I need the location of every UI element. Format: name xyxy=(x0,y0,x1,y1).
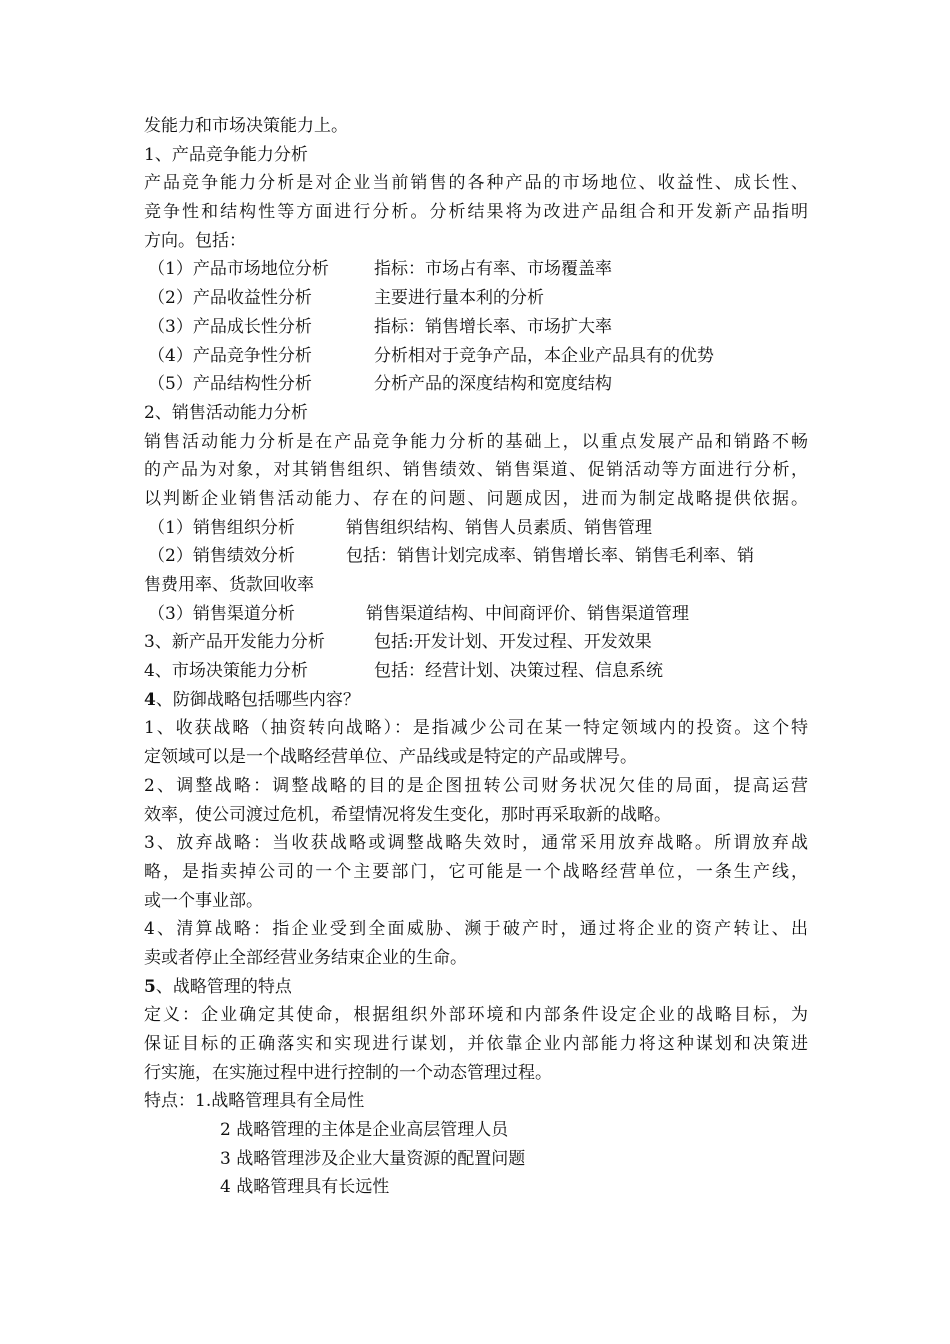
list-item xyxy=(144,284,808,313)
paragraph-line: 3、放弃战略：当收获战略或调整战略失效时，通常采用放弃战略。所谓放弃战 xyxy=(144,833,808,854)
paragraph-line: 竞争性和结构性等方面进行分析。分析结果将为改进产品组合和开发新产品指明 xyxy=(144,202,808,223)
item-name: （2）产品收益性分析 xyxy=(148,288,312,309)
list-item xyxy=(144,342,808,371)
item-desc: 销售渠道结构、中间商评价、销售渠道管理 xyxy=(366,603,689,624)
section-heading: 1、产品竞争能力分析 xyxy=(144,144,308,165)
list-item xyxy=(144,313,808,342)
question-number: 4 xyxy=(144,689,156,710)
item-name: （5）产品结构性分析 xyxy=(148,374,312,395)
list-item xyxy=(144,657,808,686)
item-desc: 主要进行量本利的分析 xyxy=(374,288,544,309)
paragraph-line: 4、清算战略：指企业受到全面威胁、濒于破产时，通过将企业的资产转让、出 xyxy=(144,919,808,940)
question-text: 、防御战略包括哪些内容？ xyxy=(155,689,360,710)
item-name: （1）产品市场地位分析 xyxy=(148,259,329,280)
list-item xyxy=(144,542,808,571)
paragraph-line: 行实施，在实施过程中进行控制的一个动态管理过程。 xyxy=(144,1062,552,1083)
item-desc: 包括：经营计划、决策过程、信息系统 xyxy=(374,661,663,682)
paragraph-line: 2、调整战略：调整战略的目的是企图扭转公司财务状况欠佳的局面，提高运营 xyxy=(144,775,808,796)
question-heading xyxy=(144,973,808,1002)
item-desc: 分析产品的深度结构和宽度结构 xyxy=(374,374,612,395)
question-number: 5 xyxy=(144,976,156,997)
paragraph-line: 或一个事业部。 xyxy=(144,890,263,911)
list-item xyxy=(144,600,808,629)
paragraph-line: 略，是指卖掉公司的一个主要部门，它可能是一个战略经营单位，一条生产线， xyxy=(144,861,808,882)
paragraph-line: 卖或者停止全部经营业务结束企业的生命。 xyxy=(144,947,467,968)
item-desc: 包括：销售计划完成率、销售增长率、销售毛利率、销 xyxy=(346,546,754,567)
item-desc: 指标：市场占有率、市场覆盖率 xyxy=(374,259,612,280)
list-item xyxy=(144,370,808,399)
paragraph-line: 产品竞争能力分析是对企业当前销售的各种产品的市场地位、收益性、成长性、 xyxy=(144,173,808,194)
item-name: 3、新产品开发能力分析 xyxy=(144,632,325,653)
document-page xyxy=(144,112,808,1202)
paragraph-line: 销售活动能力分析是在产品竞争能力分析的基础上，以重点发展产品和销路不畅 xyxy=(144,431,808,452)
text-line: 发能力和市场决策能力上。 xyxy=(144,116,348,136)
item-desc: 指标：销售增长率、市场扩大率 xyxy=(374,316,612,337)
paragraph-line: 定领域可以是一个战略经营单位、产品线或是特定的产品或牌号。 xyxy=(144,747,637,768)
section-heading: 2、销售活动能力分析 xyxy=(144,402,308,423)
item-name: （2）销售绩效分析 xyxy=(148,546,295,567)
list-item xyxy=(144,628,808,657)
paragraph-line: 售费用率、货款回收率 xyxy=(144,575,314,595)
paragraph-line: 1、收获战略（抽资转向战略）：是指减少公司在某一特定领域内的投资。这个特 xyxy=(144,718,808,739)
paragraph-line: 方向。包括： xyxy=(144,230,246,251)
item-desc: 分析相对于竞争产品，本企业产品具有的优势 xyxy=(374,345,714,366)
paragraph-line: 的产品为对象，对其销售组织、销售绩效、销售渠道、促销活动等方面进行分析， xyxy=(144,460,808,481)
item-name: 4、市场决策能力分析 xyxy=(144,661,308,682)
question-text: 、战略管理的特点 xyxy=(155,976,292,997)
item-name: （1）销售组织分析 xyxy=(148,517,295,538)
item-name: （4）产品竞争性分析 xyxy=(148,345,312,366)
list-item xyxy=(144,514,808,543)
item-desc: 销售组织结构、销售人员素质、销售管理 xyxy=(346,517,652,538)
list-item xyxy=(144,255,808,284)
item-name: （3）产品成长性分析 xyxy=(148,316,312,337)
paragraph-line: 保证目标的正确落实和实现进行谋划，并依靠企业内部能力将这种谋划和决策进 xyxy=(144,1034,808,1054)
question-heading xyxy=(144,686,808,715)
feature-line: 3 战略管理涉及企业大量资源的配置问题 xyxy=(220,1148,526,1169)
item-desc: 包括:开发计划、开发过程、开发效果 xyxy=(374,632,652,653)
paragraph-line: 以判断企业销售活动能力、存在的问题、问题成因，进而为制定战略提供依据。 xyxy=(144,488,808,509)
feature-line: 特点：1.战略管理具有全局性 xyxy=(144,1091,365,1112)
paragraph-line: 效率，使公司渡过危机，希望情况将发生变化，那时再采取新的战略。 xyxy=(144,804,671,825)
paragraph-line: 定义：企业确定其使命，根据组织外部环境和内部条件设定企业的战略目标，为 xyxy=(144,1005,808,1026)
feature-line: 4 战略管理具有长远性 xyxy=(220,1177,390,1198)
item-name: （3）销售渠道分析 xyxy=(148,603,295,624)
feature-line: 2 战略管理的主体是企业高层管理人员 xyxy=(220,1120,509,1141)
